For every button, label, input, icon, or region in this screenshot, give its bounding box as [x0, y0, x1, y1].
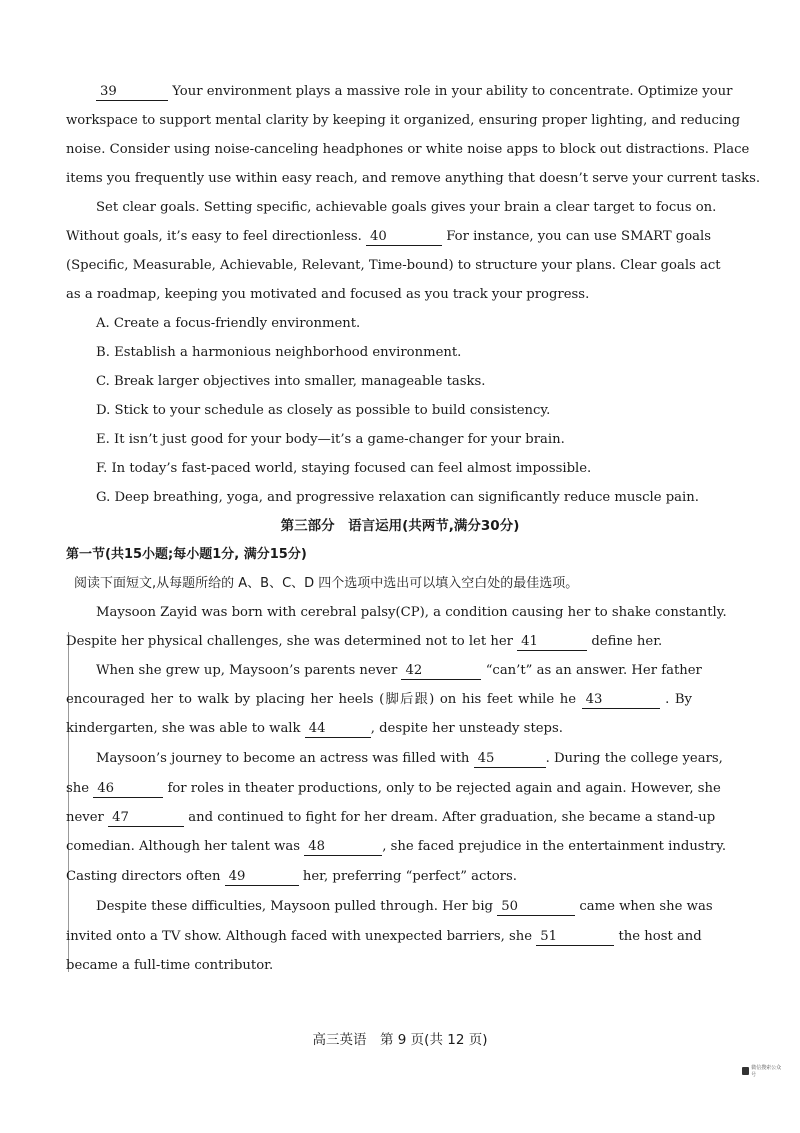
watermark [742, 1066, 782, 1076]
margin-line [68, 632, 69, 972]
cloze-p2-text-2b: . By [665, 692, 692, 707]
p40-line-4: as a roadmap, keeping you motivated and focused as you track your progress. [66, 287, 590, 302]
cloze-p3-text-2a: she [66, 781, 90, 796]
cloze-p3-text-1b: . During the college years, [545, 751, 723, 766]
cloze-p3-line-2 [66, 780, 721, 798]
cloze-p2-text-2a: encouraged her to walk by placing her heels (脚后跟) on his feet while he [66, 692, 577, 707]
option-e: E. It isn’t just good for your body—it’s a game-changer for your brain. [96, 432, 565, 447]
option-g: G. Deep breathing, yoga, and progressive relaxation can significantly reduce muscle pain. [96, 490, 699, 505]
cloze-p4-text-1b: came when she was [579, 899, 713, 914]
cloze-p2-text-3a: kindergarten, she was able to walk [66, 721, 301, 736]
p40-text-2b: For instance, you can use SMART goals [446, 229, 712, 244]
option-a: A. Create a focus-friendly environment. [96, 316, 361, 331]
cloze-p2-text-1b: “can’t” as an answer. Her father [485, 663, 702, 678]
watermark-text: 微信搜索公众号 [751, 1065, 782, 1078]
cloze-p3-line-3 [66, 809, 716, 827]
page-footer: 高三英语 第 9 页(共 12 页) [312, 1032, 488, 1048]
cloze-p2-line-1 [96, 662, 702, 680]
blank-45: 45 [474, 751, 546, 768]
cloze-p3-text-3a: never [66, 810, 104, 825]
cloze-p3-text-4b: , she faced prejudice in the entertainment industry. [382, 839, 727, 854]
p40-line-2 [66, 228, 712, 246]
blank-39: 39 [96, 84, 168, 101]
p40-line-3: (Specific, Measurable, Achievable, Relevant, Time-bound) to structure your plans. Clear goals act [66, 258, 721, 273]
cloze-p2-line-3 [66, 720, 692, 738]
cloze-p4-line-2 [66, 928, 702, 946]
cloze-p4-line-3: became a full-time contributor. [66, 958, 274, 973]
cloze-p4-text-2a: invited onto a TV show. Although faced with unexpected barriers, she [66, 929, 533, 944]
blank-44: 44 [305, 721, 371, 738]
blank-42: 42 [401, 663, 481, 680]
blank-43: 43 [582, 692, 660, 709]
p39-line-2: workspace to support mental clarity by keeping it organized, ensuring proper lighting, and reducing [66, 113, 741, 128]
blank-49: 49 [225, 869, 299, 886]
option-d: D. Stick to your schedule as closely as possible to build consistency. [96, 403, 551, 418]
cloze-p2-text-1a: When she grew up, Maysoon’s parents never [96, 663, 398, 678]
cloze-p3-text-5a: Casting directors often [66, 869, 221, 884]
cloze-p3-text-2b: for roles in theater productions, only to be rejected again and again. However, she [167, 781, 721, 796]
blank-50: 50 [497, 899, 575, 916]
part3-heading: 第三部分 语言运用(共两节,满分30分) [280, 518, 520, 534]
section1-title: 第一节(共15小题;每小题1分, 满分15分) [66, 547, 307, 562]
cloze-p3-line-5 [66, 868, 692, 886]
section1-instruction: 阅读下面短文,从每题所给的 A、B、C、D 四个选项中选出可以填入空白处的最佳选项。 [74, 576, 579, 591]
cloze-p1-line-2 [66, 633, 692, 651]
cloze-p4-text-2b: the host and [618, 929, 702, 944]
cloze-p4-text-1a: Despite these difficulties, Maysoon pulled through. Her big [96, 899, 493, 914]
option-f: F. In today’s fast-paced world, staying focused can feel almost impossible. [96, 461, 592, 476]
cloze-p3-line-4 [66, 838, 727, 856]
p39-line-4: items you frequently use within easy reach, and remove anything that doesn’t serve your current tasks. [66, 171, 761, 186]
watermark-logo-icon [742, 1067, 749, 1075]
p39-line-3: noise. Consider using noise-canceling headphones or white noise apps to block out distractions. Place [66, 142, 750, 157]
blank-46: 46 [93, 781, 163, 798]
cloze-p3-text-4a: comedian. Although her talent was [66, 839, 301, 854]
p40-line-1: Set clear goals. Setting specific, achievable goals gives your brain a clear target to focus on. [96, 200, 717, 215]
cloze-p2-text-3b: , despite her unsteady steps. [370, 721, 563, 736]
p40-text-2a: Without goals, it’s easy to feel directionless. [66, 229, 362, 244]
blank-51: 51 [536, 929, 614, 946]
cloze-p1-text-2b: define her. [591, 634, 663, 649]
cloze-p1-text-2a: Despite her physical challenges, she was determined not to let her [66, 634, 513, 649]
blank-48: 48 [304, 839, 382, 856]
option-c: C. Break larger objectives into smaller, manageable tasks. [96, 374, 486, 389]
p39-line-1 [66, 83, 733, 101]
cloze-p1-line-1: Maysoon Zayid was born with cerebral palsy(CP), a condition causing her to shake constantly. [96, 605, 727, 620]
p39-text-1: Your environment plays a massive role in your ability to concentrate. Optimize your [172, 84, 733, 99]
blank-40: 40 [366, 229, 442, 246]
cloze-p4-line-1 [96, 898, 713, 916]
cloze-p2-line-2 [66, 691, 692, 709]
blank-41: 41 [517, 634, 587, 651]
option-b: B. Establish a harmonious neighborhood environment. [96, 345, 462, 360]
cloze-p3-text-3b: and continued to fight for her dream. After graduation, she became a stand-up [188, 810, 716, 825]
cloze-p3-text-1a: Maysoon’s journey to become an actress was filled with [96, 751, 470, 766]
blank-47: 47 [108, 810, 184, 827]
cloze-p3-line-1 [96, 750, 723, 768]
cloze-p3-text-5b: her, preferring “perfect” actors. [302, 869, 517, 884]
